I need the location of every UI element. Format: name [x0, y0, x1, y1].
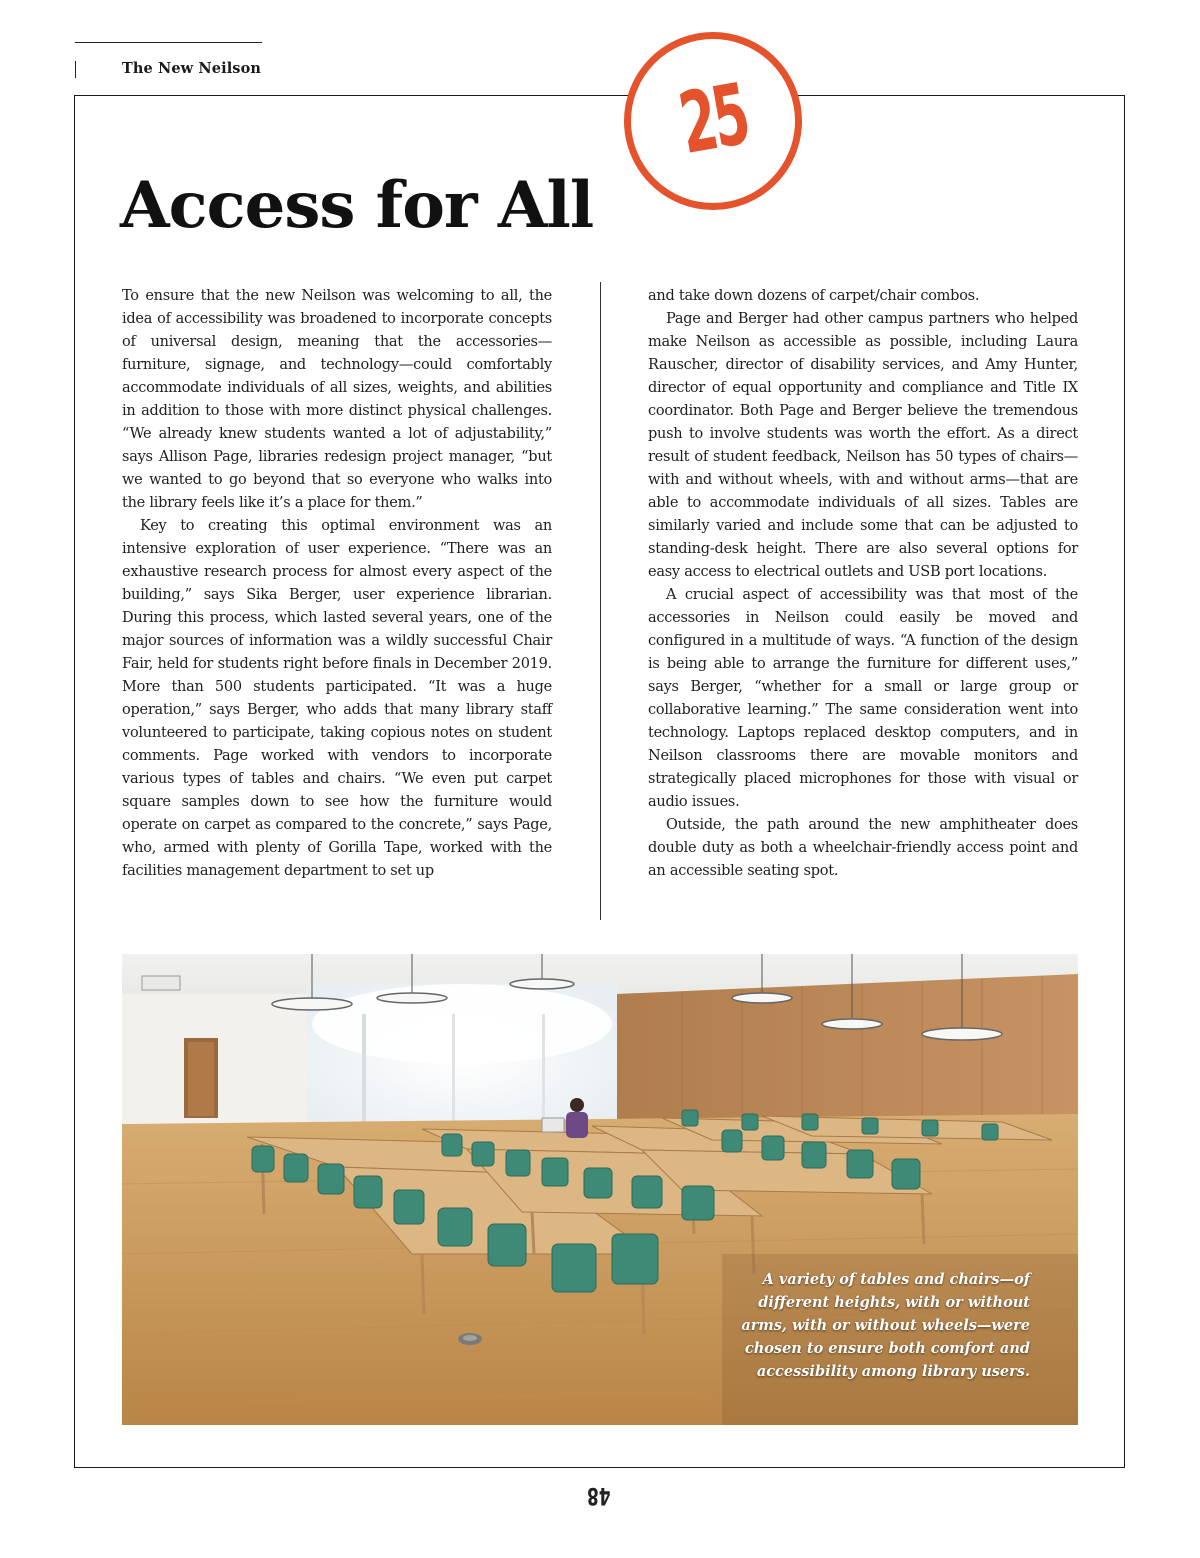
badge-number: 25	[672, 65, 754, 173]
paragraph: and take down dozens of carpet/chair combos.	[648, 288, 980, 304]
number-badge	[624, 32, 802, 210]
paragraph: Page and Berger had other campus partners who helped make Neilson as accessible as possible, including Laura Rauscher, director of disability services, and Amy Hunter, director of equal opportunity and compliance and Title IX coordinator. Both Page and Berger believe the tremendous push to involve students was worth the effort. As a direct result of student feedback, Neilson has 50 types of chairs—with and without wheels, with and without arms—that are able to accommodate individuals of all sizes. Tables are similarly varied and include some that can be adjusted to standing-desk height. There are also several options for easy access to electrical outlets and USB port locations.	[648, 311, 1078, 580]
top-rule	[75, 42, 262, 43]
paragraph: A crucial aspect of accessibility was that most of the accessories in Neilson could easily be moved and configured in a multitude of ways. “A function of the design is being able to arrange the furniture for different uses,” says Berger, “whether for a small or large group or collaborative learning.” The same consideration went into technology. Laptops replaced desktop computers, and in Neilson classrooms there are movable monitors and strategically placed microphones for those with visual or audio issues.	[648, 587, 1078, 810]
page-number: 48	[587, 1482, 611, 1510]
column-divider	[600, 282, 601, 920]
left-column	[122, 285, 552, 883]
running-head: The New Neilson	[122, 60, 261, 77]
paragraph: To ensure that the new Neilson was welcoming to all, the idea of accessibility was broadened to incorporate concepts of universal design, meaning that the accessories—furniture, signage, and technology—could comfortably accommodate individuals of all sizes, weights, and abilities in addition to those with more distinct physical challenges. “We already knew students wanted a lot of adjustability,” says Allison Page, libraries redesign project manager, “but we wanted to go beyond that so everyone who walks into the library feels like it’s a place for them.”	[122, 288, 552, 511]
right-column	[648, 285, 1078, 883]
library-room-photo	[122, 954, 1078, 1425]
article-headline: Access for All	[120, 168, 594, 243]
paragraph: Key to creating this optimal environment was an intensive exploration of user experience. “There was an exhaustive research process for almost every aspect of the building,” says Sika Berger, user experience librarian. During this process, which lasted several years, one of the major sources of information was a wildly successful Chair Fair, held for students right before finals in December 2019. More than 500 students participated. “It was a huge operation,” says Berger, who adds that many library staff volunteered to participate, taking copious notes on student comments. Page worked with vendors to incorporate various types of tables and chairs. “We even put carpet square samples down to see how the furniture would operate on carpet as compared to the concrete,” says Page, who, armed with plenty of Gorilla Tape, worked with the facilities management department to set up	[122, 518, 552, 879]
photo-caption: A variety of tables and chairs—of different heights, with or without arms, with or without wheels—were chosen to ensure both comfort and accessibility among library users.	[741, 1271, 1030, 1380]
paragraph: Outside, the path around the new amphitheater does double duty as both a wheelchair-friendly access point and an accessible seating spot.	[648, 817, 1078, 879]
running-head-marker	[75, 61, 76, 78]
